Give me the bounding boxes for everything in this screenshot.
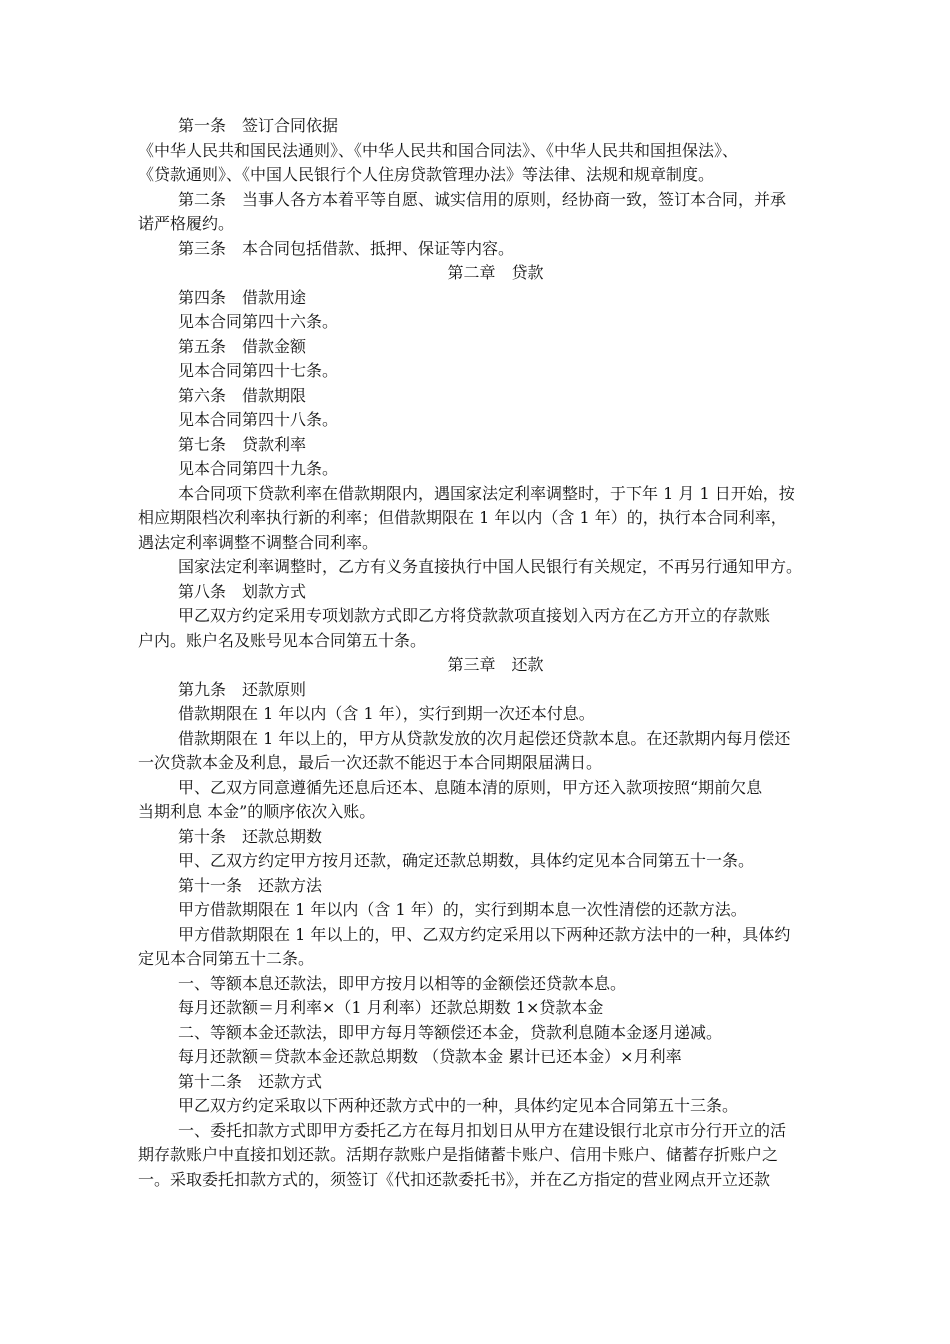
paragraph-line: 甲方借款期限在 1 年以内（含 1 年）的，实行到期本息一次性清偿的还款方法。 xyxy=(178,900,747,919)
article-title: 借款金额 xyxy=(242,336,307,356)
article-title: 还款原则 xyxy=(242,679,307,699)
paragraph-line: 一。采取委托扣款方式的，须签订《代扣还款委托书》，并在乙方指定的营业网点开立还款 xyxy=(138,1169,771,1189)
paragraph-line: 遇法定利率调整不调整合同利率。 xyxy=(138,532,379,552)
paragraph-line: 甲、乙双方同意遵循先还息后还本、息随本清的原则，甲方还入款项按照“期前欠息 xyxy=(178,777,763,797)
paragraph-line: 甲乙双方约定采用专项划款方式即乙方将贷款款项直接划入丙方在乙方开立的存款账 xyxy=(178,606,771,625)
paragraph-line: 一、委托扣款方式即甲方委托乙方在每月扣划日从甲方在建设银行北京市分行开立的活 xyxy=(178,1120,787,1140)
article-number: 第四条 xyxy=(178,287,227,307)
article-number: 第二条 xyxy=(178,189,227,209)
paragraph-line: 见本合同第四十八条。 xyxy=(178,410,339,429)
paragraph-line: 借款期限在 1 年以上的，甲方从贷款发放的次月起偿还贷款本息。在还款期内每月偿还 xyxy=(178,728,791,748)
paragraph-line: 二、等额本金还款法，即甲方每月等额偿还本金，贷款利息随本金逐月递减。 xyxy=(178,1022,723,1042)
article-number: 第十二条 xyxy=(178,1071,243,1091)
article-title: 当事人各方本着平等自愿、诚实信用的原则，经协商一致，签订本合同，并承 xyxy=(242,189,787,209)
paragraph-line: 《中华人民共和国民法通则》、《中华人民共和国合同法》、《中华人民共和国担保法》、 xyxy=(138,140,739,160)
article-number: 第三条 xyxy=(178,238,227,258)
paragraph-line: 甲、乙双方约定甲方按月还款，确定还款总期数，具体约定见本合同第五十一条。 xyxy=(178,851,755,870)
paragraph-line: 定见本合同第五十二条。 xyxy=(138,949,315,968)
article-title: 借款用途 xyxy=(242,287,307,307)
article-heading xyxy=(138,433,813,458)
article-number: 第十条 xyxy=(178,826,227,846)
chapter-title: 还款 xyxy=(511,655,544,674)
paragraph-line: 一次贷款本金及利息，最后一次还款不能迟于本合同期限届满日。 xyxy=(138,753,603,772)
contract-page xyxy=(138,114,813,1192)
paragraph-line: 国家法定利率调整时，乙方有义务直接执行中国人民银行有关规定，不再另行通知甲方。 xyxy=(178,557,803,576)
paragraph-line: 户内。账户名及账号见本合同第五十条。 xyxy=(138,630,427,650)
chapter-number: 第二章 xyxy=(447,263,496,282)
article-title: 签订合同依据 xyxy=(242,116,339,135)
paragraph-line: 《贷款通则》、《中国人民银行个人住房贷款管理办法》等法律、法规和规章制度。 xyxy=(138,165,715,184)
article-title: 划款方式 xyxy=(242,581,307,601)
article-heading xyxy=(138,237,813,262)
paragraph-line: 当期利息 本金”的顺序依次入账。 xyxy=(138,802,376,821)
paragraph-line: 见本合同第四十九条。 xyxy=(178,459,339,478)
article-heading xyxy=(138,825,813,850)
chapter-heading xyxy=(138,653,813,678)
article-number: 第一条 xyxy=(178,116,227,135)
article-heading xyxy=(138,335,813,360)
article-title: 贷款利率 xyxy=(242,434,307,454)
article-title: 还款方法 xyxy=(258,875,323,895)
chapter-heading xyxy=(138,261,813,286)
article-number: 第五条 xyxy=(178,336,227,356)
paragraph-line: 期存款账户中直接扣划还款。活期存款账户是指储蓄卡账户、信用卡账户、储蓄存折账户之 xyxy=(138,1145,779,1164)
article-heading xyxy=(138,874,813,899)
paragraph-line: 本合同项下贷款利率在借款期限内，遇国家法定利率调整时，于下年 1 月 1 日开始，按 xyxy=(178,483,795,503)
article-title: 还款方式 xyxy=(258,1071,323,1091)
paragraph-line: 每月还款额＝贷款本金还款总期数 （贷款本金 累计已还本金）×月利率 xyxy=(178,1047,682,1066)
paragraph-line: 相应期限档次利率执行新的利率；但借款期限在 1 年以内（含 1 年）的，执行本合同利率， xyxy=(138,508,787,527)
paragraph-line: 见本合同第四十七条。 xyxy=(178,361,339,380)
article-title: 还款总期数 xyxy=(242,826,323,846)
article-title: 借款期限 xyxy=(242,385,307,405)
paragraph-line: 诺严格履约。 xyxy=(138,214,235,233)
paragraph-line: 每月还款额＝月利率×（1 月利率）还款总期数 1×贷款本金 xyxy=(178,998,604,1017)
chapter-number: 第三章 xyxy=(447,655,496,674)
chapter-title: 贷款 xyxy=(511,263,544,282)
article-number: 第六条 xyxy=(178,385,227,405)
article-number: 第十一条 xyxy=(178,875,243,895)
article-title: 本合同包括借款、抵押、保证等内容。 xyxy=(242,238,515,258)
paragraph-line: 一、等额本息还款法，即甲方按月以相等的金额偿还贷款本息。 xyxy=(178,973,627,993)
article-heading xyxy=(138,114,813,139)
article-number: 第九条 xyxy=(178,679,227,699)
paragraph-line: 甲方借款期限在 1 年以上的，甲、乙双方约定采用以下两种还款方法中的一种，具体约 xyxy=(178,924,791,944)
paragraph-line: 甲乙双方约定采取以下两种还款方式中的一种，具体约定见本合同第五十三条。 xyxy=(178,1096,739,1115)
article-heading xyxy=(138,678,813,703)
article-number: 第八条 xyxy=(178,581,227,601)
article-heading xyxy=(138,286,813,311)
paragraph-line: 见本合同第四十六条。 xyxy=(178,312,339,331)
article-heading xyxy=(138,384,813,409)
article-heading xyxy=(138,580,813,605)
article-number: 第七条 xyxy=(178,434,227,454)
article-heading xyxy=(138,188,813,213)
article-heading xyxy=(138,1070,813,1095)
paragraph-line: 借款期限在 1 年以内（含 1 年），实行到期一次还本付息。 xyxy=(178,704,595,723)
